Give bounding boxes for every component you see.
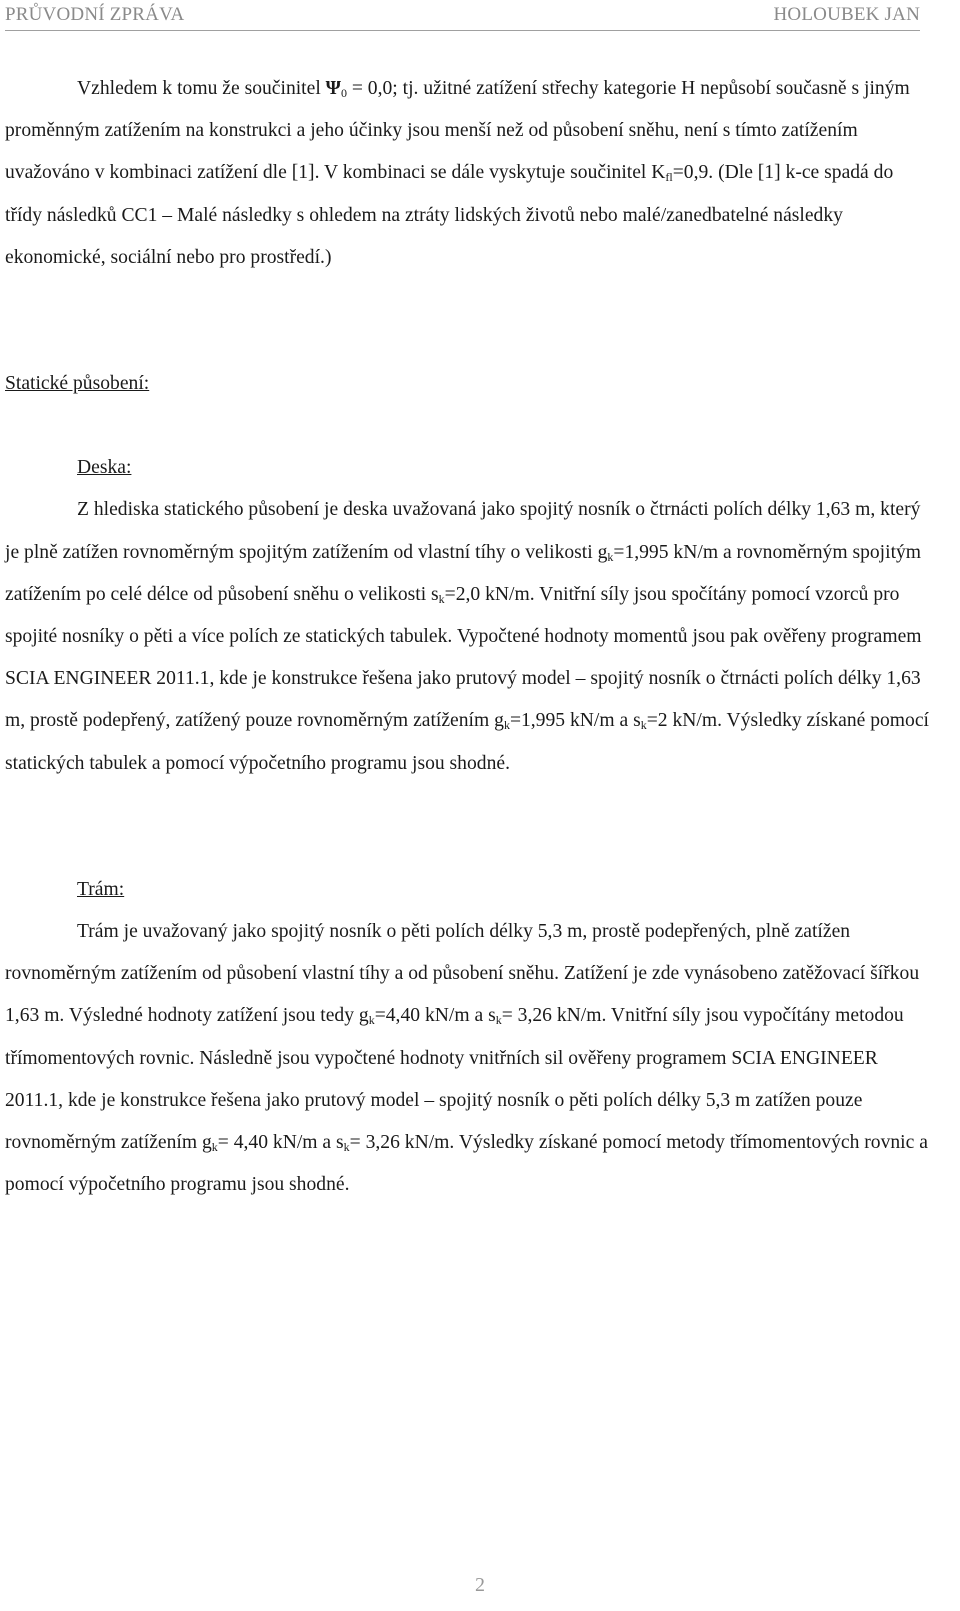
tram-sub-3: k [211,1140,218,1155]
deska-text-1: Z hlediska statického působení je deska uvažovaná jako spojitý nosník o čtrnácti polích délky 1,63 m, který je plně zatížen rovnoměrným spojitým zatížením od vlastní tíhy o velikosti g [5,499,921,563]
tram-text-1: Trám je uvažovaný jako spojitý nosník o pěti polích délky 5,3 m, prostě podepřených, plně zatížen rovnoměrným zatížením od působení vlastní tíhy a od působení sněhu. Zatížení je zde vynásobeno zatěžovací šířkou 1,63 m. Výsledné hodnoty zatížení jsou tedy g [5,921,920,1027]
tram-sub-2: k [495,1013,502,1028]
intro-text-1: Vzhledem k tomu že součinitel [77,78,326,99]
tram-sub-4: k [343,1140,350,1155]
deska-text-5: =2 kN/m. Výsledky získané pomocí statických tabulek a pomocí výpočetního programu jsou shodné. [5,710,929,774]
deska-paragraph [5,489,935,784]
intro-text-2: = 0,0; tj. užitné zatížení střechy kategorie H nepůsobí současně s jiným proměnným zatížením na konstrukci a jeho účinky jsou menší než od působení sněhu, není s tímto zatížením uvažováno v kombinaci zatížení dle [1]. V kombinaci se dále vyskytuje součinitel K [5,78,910,184]
spacer [5,405,935,447]
deska-text-4: =1,995 kN/m a s [509,710,641,732]
tram-text-4: = 4,40 kN/m a s [217,1132,344,1154]
header-author: HOLOUBEK JAN [773,4,920,25]
deska-sub-2: k [438,591,445,606]
spacer [5,785,935,869]
tram-text-2: =4,40 kN/m a s [374,1005,496,1027]
page-header [5,4,920,31]
deska-text-2: =1,995 kN/m a rovnoměrným spojitým zatížením po celé délce od působení sněhu o velikosti s [5,541,922,605]
header-title: PRŮVODNÍ ZPRÁVA [5,4,185,25]
page-number: 2 [475,1574,485,1596]
deska-title: Deska: [77,457,132,479]
intro-paragraph [5,68,935,279]
tram-title: Trám: [77,878,125,900]
psi-symbol: Ψ [325,78,341,99]
section-title: Statické působení: [5,373,150,395]
spacer [5,279,935,363]
deska-sub-1: k [607,549,614,564]
deska-sub-4: k [640,718,647,733]
tram-paragraph [5,911,935,1206]
k-subscript: fl [665,170,673,185]
tram-sub-1: k [368,1013,375,1028]
deska-sub-3: k [503,718,510,733]
intro-text-3: =0,9. (Dle [1] k-ce spadá do třídy následků CC1 – Malé následky s ohledem na ztráty lidských životů nebo malé/zanedbatelné následky ekonomické, sociální nebo pro prostředí.) [5,162,894,268]
tram-text-3: = 3,26 kN/m. Vnitřní síly jsou vypočítány metodou třímomentových rovnic. Následně jsou vypočtené hodnoty vnitřních sil ověřeny programem SCIA ENGINEER 2011.1, kde je konstrukce řešena jako prutový model – spojitý nosník o pěti polích délky 5,3 m zatížen pouze rovnoměrným zatížením g [5,1005,904,1154]
tram-text-5: = 3,26 kN/m. Výsledky získané pomocí metody třímomentových rovnic a pomocí výpočetního programu jsou shodné. [5,1132,928,1196]
document-body [5,68,935,1206]
deska-text-3: =2,0 kN/m. Vnitřní síly jsou spočítány pomocí vzorců pro spojité nosníky o pěti a více polích ze statických tabulek. Vypočtené hodnoty momentů jsou pak ověřeny programem SCIA ENGINEER 2011.1, kde je konstrukce řešena jako prutový model – spojitý nosník o čtrnácti polích délky 1,63 m, prostě podepřený, zatížený pouze rovnoměrným zatížením g [5,583,922,732]
psi-subscript: 0 [340,86,347,100]
